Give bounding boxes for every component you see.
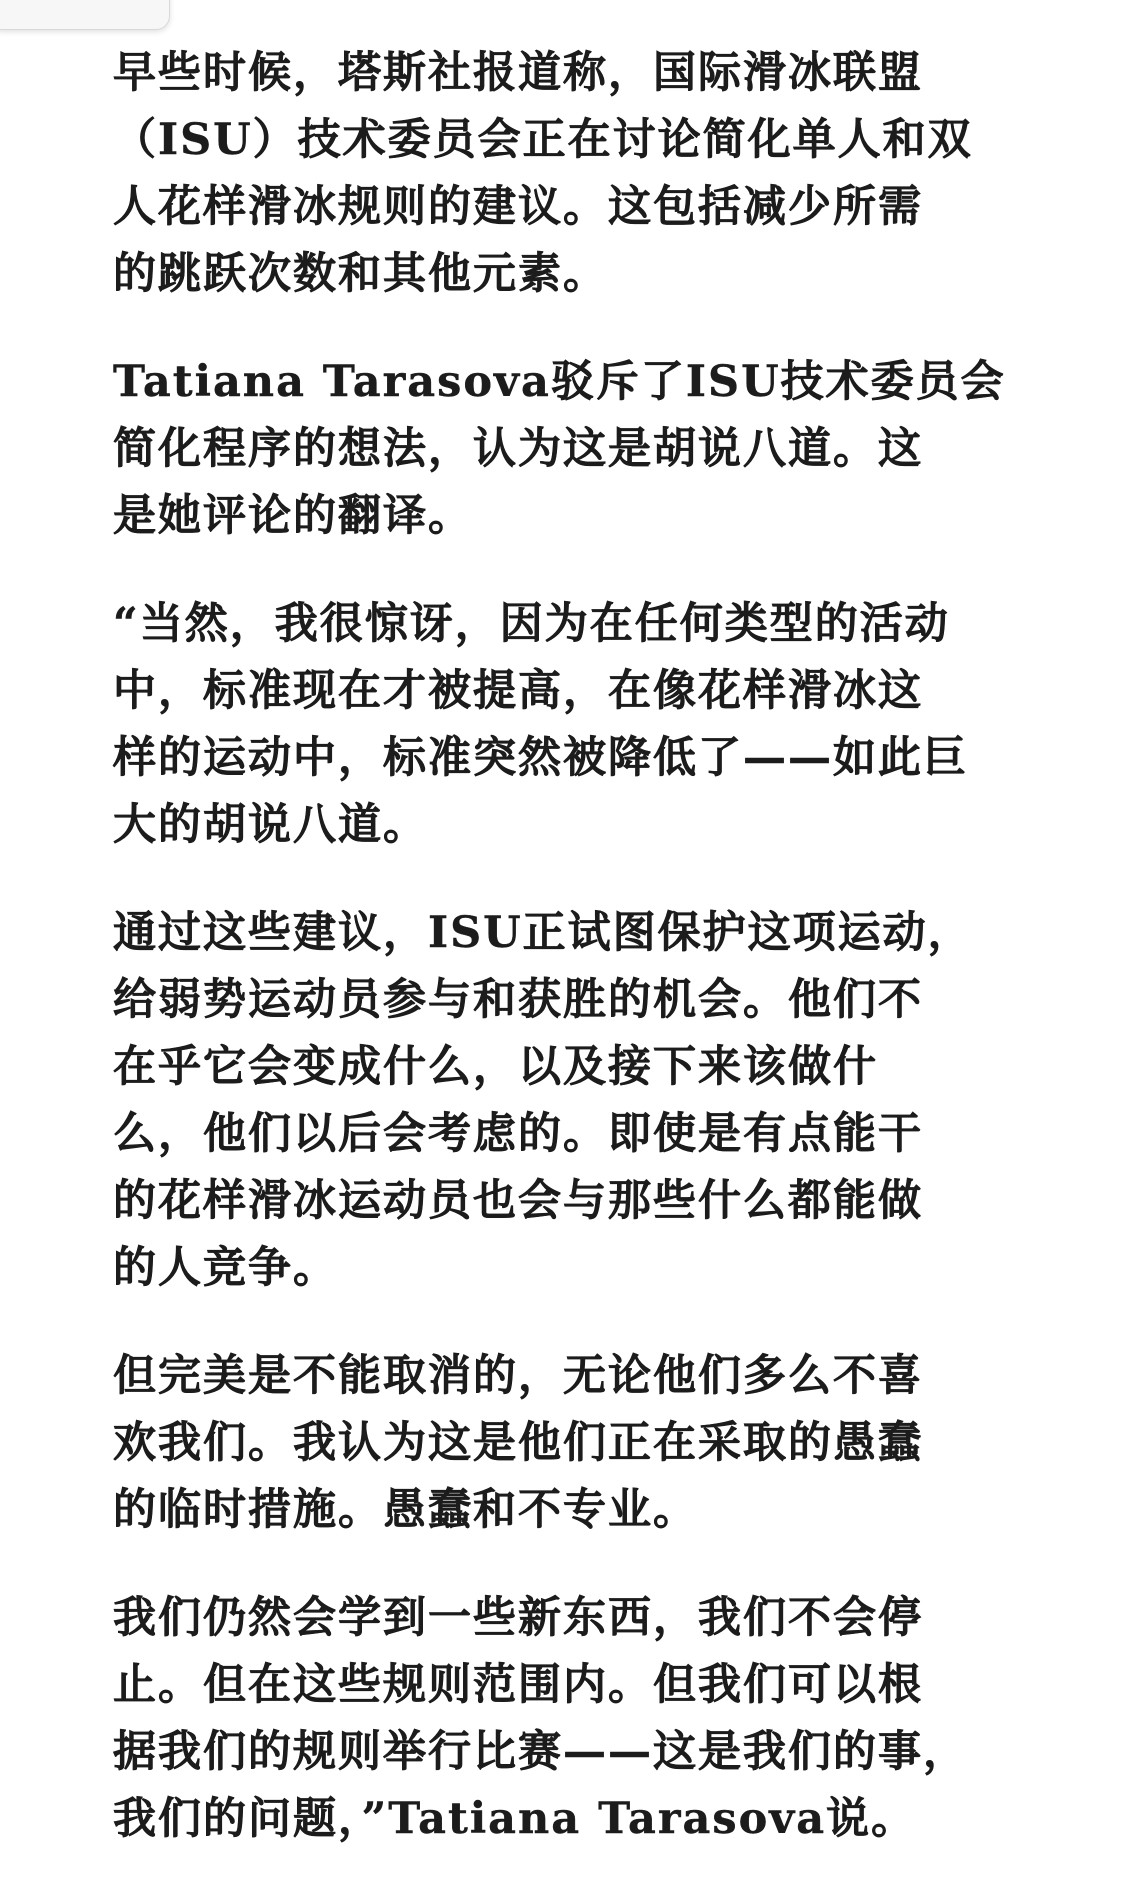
- text-line: 早些时候，塔斯社报道称，国际滑冰联盟: [113, 48, 923, 98]
- text-line: 我们仍然会学到一些新东西，我们不会停: [113, 1593, 923, 1643]
- paragraph-6: [113, 1585, 1028, 1853]
- paragraph-5: [113, 1343, 1028, 1544]
- top-tab-button[interactable]: [0, 0, 170, 30]
- text-line: 人花样滑冰规则的建议。这包括减少所需: [113, 182, 923, 232]
- text-line: 在乎它会变成什么，以及接下来该做什: [113, 1042, 878, 1092]
- text-line: 样的运动中，标准突然被降低了——如此巨: [113, 733, 968, 783]
- article-body: [113, 40, 1028, 1894]
- text-line: 据我们的规则举行比赛——这是我们的事，: [113, 1727, 968, 1777]
- text-line: 么，他们以后会考虑的。即使是有点能干: [113, 1109, 923, 1159]
- text-line: 中，标准现在才被提高，在像花样滑冰这: [113, 666, 923, 716]
- text-line: Tatiana Tarasova驳斥了ISU技术委员会: [113, 357, 1006, 407]
- paragraph-1: [113, 40, 1028, 308]
- text-line: 欢我们。我认为这是他们正在采取的愚蠢: [113, 1418, 923, 1468]
- text-line: 给弱势运动员参与和获胜的机会。他们不: [113, 975, 923, 1025]
- text-line: 止。但在这些规则范围内。但我们可以根: [113, 1660, 923, 1710]
- text-line: “当然，我很惊讶，因为在任何类型的活动: [113, 599, 950, 649]
- paragraph-3: [113, 591, 1028, 859]
- text-line: 简化程序的想法，认为这是胡说八道。这: [113, 424, 923, 474]
- text-line: 通过这些建议，ISU正试图保护这项运动，: [113, 908, 973, 958]
- text-line: 大的胡说八道。: [113, 800, 428, 850]
- paragraph-2: [113, 349, 1028, 550]
- text-line: 我们的问题，”Tatiana Tarasova说。: [113, 1794, 917, 1844]
- paragraph-4: [113, 900, 1028, 1302]
- text-line: （ISU）技术委员会正在讨论简化单人和双: [113, 115, 973, 165]
- text-line: 是她评论的翻译。: [113, 491, 473, 541]
- text-line: 的人竞争。: [113, 1243, 338, 1293]
- text-line: 但完美是不能取消的，无论他们多么不喜: [113, 1351, 923, 1401]
- text-line: 的跳跃次数和其他元素。: [113, 249, 608, 299]
- text-line: 的临时措施。愚蠢和不专业。: [113, 1485, 698, 1535]
- text-line: 的花样滑冰运动员也会与那些什么都能做: [113, 1176, 923, 1226]
